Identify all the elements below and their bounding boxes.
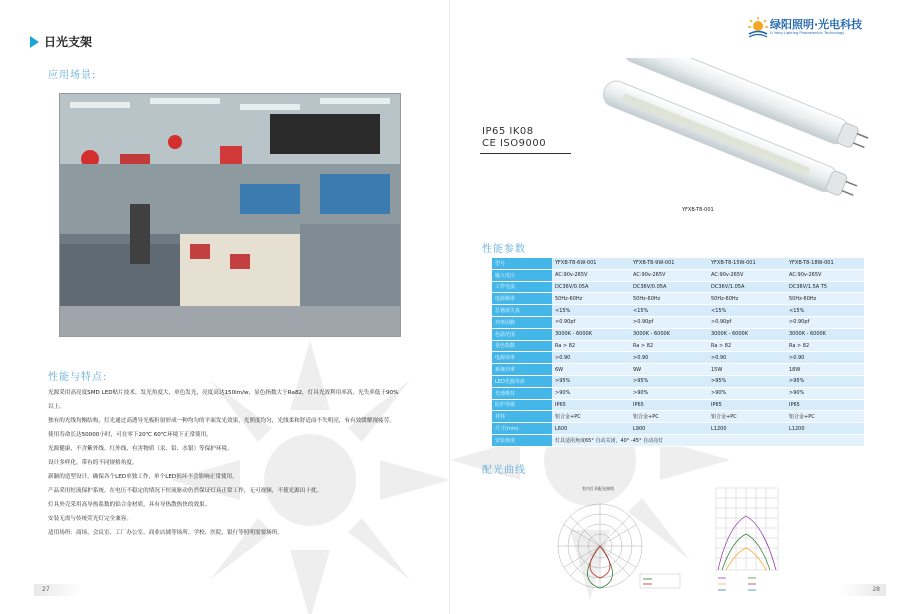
spec-value-cell: >95% (786, 375, 864, 387)
spec-value-cell: >95% (552, 375, 630, 387)
feature-line: 设计多样化，带有的不同规格角度。 (48, 460, 138, 466)
spec-key-cell: 尺寸(mm) (492, 423, 552, 435)
spec-row (492, 375, 864, 387)
spec-row (492, 316, 864, 328)
spec-value-cell: 铝合金+PC (630, 411, 708, 423)
spec-key-cell: 型号 (492, 258, 552, 269)
spec-value-cell: 50Hz-60Hz (786, 293, 864, 305)
spec-row (492, 258, 864, 269)
spec-value-cell: DC36V/1.05A (708, 281, 786, 293)
polar-light-chart (540, 486, 690, 598)
spec-key-cell: 工作电流 (492, 281, 552, 293)
spec-value-cell: 3000K - 6000K (786, 328, 864, 340)
spec-value-cell: Ra > 82 (552, 340, 630, 352)
spec-value-cell: 18W (786, 364, 864, 376)
spec-row (492, 352, 864, 364)
spec-value-cell: <15% (552, 305, 630, 317)
spec-value-cell: AC:90v-265V (708, 269, 786, 281)
spec-value-cell: DC36V/0.05A (630, 281, 708, 293)
spec-value-cell: >0.90pf (786, 316, 864, 328)
spec-value-cell: Ra > 82 (708, 340, 786, 352)
spec-table (492, 258, 864, 447)
spec-value-cell: 3000K - 6000K (708, 328, 786, 340)
page-number: 27 (34, 584, 82, 596)
spec-value-cell: YFXB-T8-15W-001 (708, 258, 786, 269)
feature-line: 新颖的造型设计，确保各个LED单独工作，单个LED损坏不会影响正常使用。 (48, 474, 238, 480)
cert-divider (480, 153, 571, 154)
spec-row (492, 305, 864, 317)
spec-value-cell: L900 (630, 423, 708, 435)
feature-line: 独有的光线均衡结构，灯光通过高透导光板折射形成一种均匀的平面发光效果，光照度均匀，光线柔和舒适而不失明亮，有有效缓解视疲劳。 (48, 418, 395, 424)
polar-chart-graphic (540, 490, 690, 600)
spec-value-cell: 9W (630, 364, 708, 376)
spec-value-cell: L1200 (708, 423, 786, 435)
spec-value-cell: >90% (552, 387, 630, 399)
spec-value-cell: <15% (630, 305, 708, 317)
spec-value-cell: DC36V/1.5A T5 (786, 281, 864, 293)
spec-key-cell: 总谐波失真 (492, 305, 552, 317)
spec-value-cell: YFXB-T8-9W-001 (630, 258, 708, 269)
logo-subtitle: Li Yang Lighting Photoelectric Technology (770, 31, 845, 35)
supermarket-photo (59, 93, 401, 337)
spec-key-cell: 显色指数 (492, 340, 552, 352)
feature-line: 光源健康，不含紫外线、红外线，有害物质（汞、铅、水银）等保护环境。 (48, 446, 233, 452)
spec-row (492, 328, 864, 340)
light-distribution-label: 配光曲线 (482, 465, 526, 476)
spec-row (492, 364, 864, 376)
spec-value-cell: 6W (552, 364, 630, 376)
spec-value-cell: >0.90pf (708, 316, 786, 328)
spec-key-cell: 电源效率 (492, 352, 552, 364)
illuminance-grid-graphic (708, 486, 788, 596)
spec-label: 性能参数 (482, 244, 526, 255)
spec-value-cell: <15% (786, 305, 864, 317)
spec-value-cell: AC:90v-265V (630, 269, 708, 281)
spec-value-cell: 50Hz-60Hz (708, 293, 786, 305)
spec-value-cell: 铝合金+PC (786, 411, 864, 423)
illuminance-grid-chart (708, 486, 788, 596)
polar-chart-title: 室内灯具配光曲线 (582, 486, 614, 491)
feature-line: 光源采用高亮度SMD LED贴片技术，发光角度大，单色发光，亮度高达150lm/w，显色指数大于Ra82，灯具光效利用率高，光失率低于90% (48, 390, 399, 396)
spec-value-cell: 50Hz-60Hz (630, 293, 708, 305)
spec-row (492, 399, 864, 411)
spec-row (492, 293, 864, 305)
spec-value-cell: Ra > 82 (786, 340, 864, 352)
spec-value-cell: >0.90 (552, 352, 630, 364)
logo-name: 绿阳照明·光电科技 (770, 18, 863, 31)
spec-key-cell: 电源频率 (492, 293, 552, 305)
spec-value-cell: IP65 (786, 399, 864, 411)
page-number: 28 (840, 584, 886, 596)
spec-value-cell: 铝合金+PC (552, 411, 630, 423)
features-list (48, 386, 438, 540)
spec-value-cell: >90% (630, 387, 708, 399)
spec-value-cell: >95% (630, 375, 708, 387)
spec-value-cell: IP65 (708, 399, 786, 411)
spec-value-cell: YFXB-T8-6W-001 (552, 258, 630, 269)
spec-key-cell: LED光源寿命 (492, 375, 552, 387)
spec-row (492, 423, 864, 435)
spec-value-cell: >0.90 (786, 352, 864, 364)
product-caption: YFXB-T8-001 (682, 207, 714, 213)
cert-ce-iso: CE ISO9000 (482, 138, 547, 149)
spec-key-cell: 输入电压 (492, 269, 552, 281)
spec-row (492, 269, 864, 281)
spec-key-cell: 防护等级 (492, 399, 552, 411)
feature-line: 以上。 (48, 404, 65, 410)
spec-value-cell: DC36V/0.05A (552, 281, 630, 293)
spec-value-cell: AC:90v-265V (786, 269, 864, 281)
spec-value-cell: AC:90v-265V (552, 269, 630, 281)
feature-line: 产品采用恒流保护系统，在电压不稳定的情况下恒流驱动仍然保证灯具正常工作，无可视频，不使光源出十扰。 (48, 488, 323, 494)
application-label: 应用场景: (48, 70, 97, 81)
feature-line: 灯具外壳采用高导热系数的铝合金材质，具有导热散热快的效果。 (48, 502, 211, 508)
spec-row (492, 340, 864, 352)
spec-value-cell: >0.90 (630, 352, 708, 364)
spec-key-cell: 色温范围 (492, 328, 552, 340)
spec-value-cell: L600 (552, 423, 630, 435)
brand-logo (748, 16, 883, 42)
right-page (450, 0, 900, 614)
spec-value-cell: >90% (786, 387, 864, 399)
spec-value-cell: >90% (708, 387, 786, 399)
spec-key-cell: 安装角度 (492, 434, 552, 446)
feature-line: 使用寿命长达50000小时，可在零下20℃ 60℃环境下正常使用。 (48, 432, 212, 438)
led-tube-product-image (570, 58, 890, 208)
spec-value-cell: 50Hz-60Hz (552, 293, 630, 305)
features-label: 性能与特点: (48, 372, 108, 383)
sun-logo-icon (748, 17, 768, 39)
spec-value-cell: >0.90 (708, 352, 786, 364)
spec-row (492, 387, 864, 399)
spec-value-cell: 灯具适用角度65° 自动关闭，40° -45° 自动亮灯 (552, 434, 864, 446)
spec-value-cell: 15W (708, 364, 786, 376)
spec-key-cell: 材料 (492, 411, 552, 423)
header-arrow-icon (30, 36, 39, 48)
cert-ip-ik: IP65 IK08 (482, 126, 534, 137)
spec-row (492, 281, 864, 293)
spec-value-cell: L1200 (786, 423, 864, 435)
spec-key-cell: 系统功率 (492, 364, 552, 376)
spec-value-cell: >0.90pf (552, 316, 630, 328)
spec-row (492, 411, 864, 423)
spec-value-cell: IP65 (630, 399, 708, 411)
feature-line: 安装无需与传统荧光灯完全兼容。 (48, 516, 132, 522)
spec-value-cell: YFXB-T8-18W-001 (786, 258, 864, 269)
spec-value-cell: Ra > 82 (630, 340, 708, 352)
spec-value-cell: 3000K - 6000K (552, 328, 630, 340)
spec-key-cell: 光通维持 (492, 387, 552, 399)
spec-value-cell: 3000K - 6000K (630, 328, 708, 340)
spec-value-cell: >0.90pf (630, 316, 708, 328)
page-title: 日光支架 (44, 35, 93, 49)
spec-value-cell: 铝合金+PC (708, 411, 786, 423)
spec-value-cell: >95% (708, 375, 786, 387)
spec-value-cell: IP65 (552, 399, 630, 411)
spec-value-cell: <15% (708, 305, 786, 317)
spec-key-cell: 功率因数 (492, 316, 552, 328)
spec-row (492, 434, 864, 446)
feature-line: 适用场所：商场、会议室、工厂办公室、商业店铺等场所、学校、医院、银行等照明需要场所。 (48, 530, 283, 536)
